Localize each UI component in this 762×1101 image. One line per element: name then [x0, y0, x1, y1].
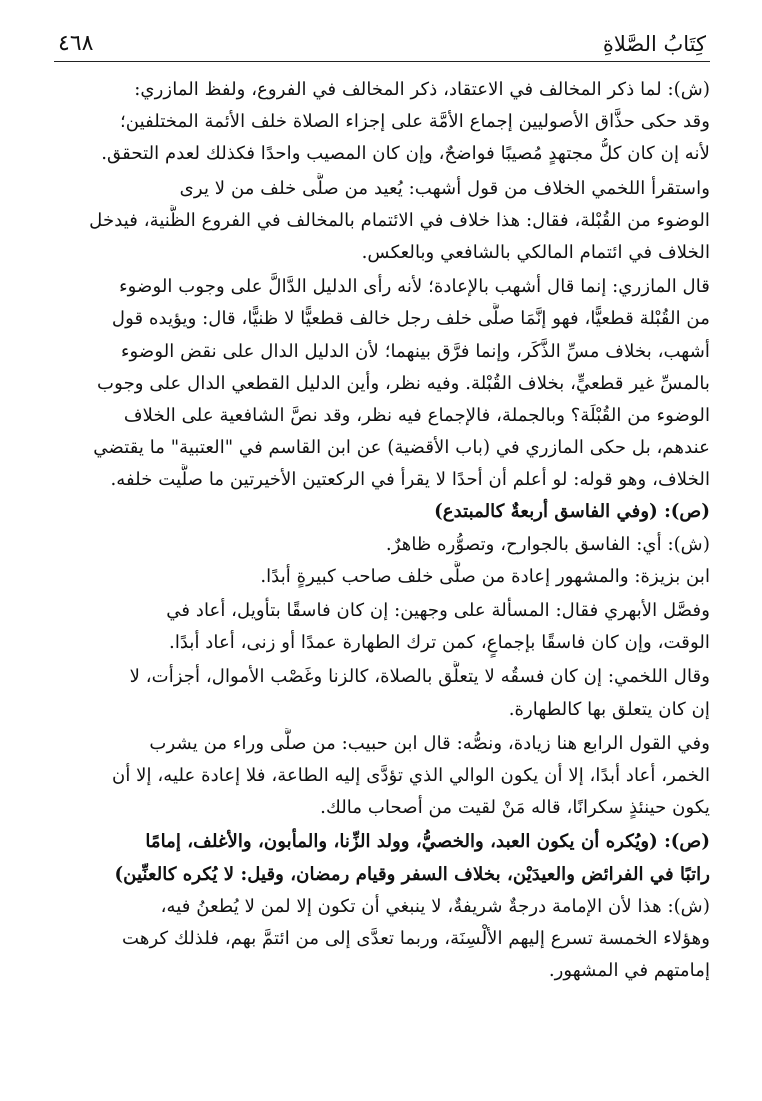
text-line: يكون حينئذٍ سكرانًا، قاله مَنْ لقيت من أصحاب مالك.: [320, 797, 710, 819]
text-line: واستقرأ اللخمي الخلاف من قول أشهب: يُعيد من صلَّى خلف من لا يرى: [179, 177, 710, 199]
text-line: عندهم، بل حكى المازري في (باب الأقضية) عن ابن القاسم في "العتبية" ما يقتضي: [93, 437, 710, 459]
page-header: [54, 28, 710, 62]
text-line: وفصَّل الأبهري فقال: المسألة على وجهين: إن كان فاسقًا بتأويل، أعاد في: [166, 600, 710, 621]
text-line: وفي القول الرابع هنا زيادة، ونصُّه: قال ابن حبيب: من صلَّى وراء من يشرب: [149, 732, 710, 754]
text-line: الوضوء من القُبْلَة؟ وبالجملة، فالإجماع فيه نظر، وقد نصَّ الشافعية على الخلاف: [123, 404, 710, 426]
text-line: أشهب، بخلاف مسِّ الذَّكَر، وإنما فرَّق بينهما؛ لأن الدليل الدال على نقض الوضوء: [120, 340, 710, 362]
matn-line: (ص): (ويُكره أن يكون العبد، والخصيُّ، وولد الزِّنا، والمأبون، والأغلف، إمامًا: [145, 831, 710, 853]
text-line: إن كان يتعلق بها كالطهارة.: [508, 698, 710, 720]
text-line: الخلاف، وهو قوله: لو أعلم أن أحدًا لا يقرأ في الركعتين الأخيرتين ما صلَّيت خلفه.: [110, 469, 710, 491]
text-line: من القُبْلة قطعيًّا، فهو إنَّمَا صلَّى خلف رجل خالف قطعيًّا لا ظنيًّا، قال: ويؤيده قول: [111, 308, 710, 330]
text-line: (ش): هذا لأن الإمامة درجةٌ شريفةٌ، لا ينبغي أن تكون إلا لمن لا يُطعنُ فيه،: [160, 895, 710, 917]
matn-line: (ص): (وفي الفاسق أربعةٌ كالمبتدع): [434, 501, 710, 523]
text-line: وقال اللخمي: إن كان فسقُه لا يتعلَّق بالصلاة، كالزنا وغَصْب الأموال، أجزأت، لا: [129, 666, 710, 688]
page-number: ٤٦٨: [58, 31, 94, 56]
text-line: الخلاف في ائتمام المالكي بالشافعي وبالعكس.: [361, 241, 710, 263]
text-line: الوضوء من القُبْلة، فقال: هذا خلاف في الائتمام بالمخالف في الفروع الظَّنية، فيدخل: [89, 209, 710, 231]
text-line: الخمر، أعاد أبدًا، إلا أن يكون الوالي الذي تؤدَّى إليه الطاعة، فلا إعادة عليه، إلا أن: [111, 764, 710, 786]
text-line: وقد حكى حذَّاق الأصوليين إجماع الأمَّة على إجزاء الصلاة خلف الأئمة المختلفين؛: [119, 111, 710, 133]
text-line: (ش): أي: الفاسق بالجوارح، وتصوُّره ظاهرٌ.: [385, 533, 710, 555]
text-line: ابن بزيزة: والمشهور إعادة من صلَّى خلف صاحب كبيرةٍ أبدًا.: [260, 565, 710, 587]
text-line: الوقت، وإن كان فاسقًا بإجماعٍ، كمن ترك الطهارة عمدًا أو زنى، أعاد أبدًا.: [169, 632, 710, 654]
text-line: وهؤلاء الخمسة تسرع إليهم الألْسِنَة، وربما تعدَّى إلى من ائتمَّ بهم، فلذلك كرهت: [122, 927, 710, 949]
header-rule: [54, 61, 710, 62]
page-body: [60, 74, 710, 987]
text-line: (ش): لما ذكر المخالف في الاعتقاد، ذكر المخالف في الفروع، ولفظ المازري:: [134, 79, 710, 100]
running-title: كِتَابُ الصَّلاةِ: [602, 32, 706, 56]
text-line: إمامتهم في المشهور.: [548, 960, 710, 982]
matn-line: راتبًا في الفرائض والعيدَيْن، بخلاف السفر وقيام رمضان، وقيل: لا يُكره كالعنِّين): [114, 863, 710, 885]
text-line: قال المازري: إنما قال أشهب بالإعادة؛ لأنه رأى الدليل الدَّالَّ على وجوب الوضوء: [119, 276, 710, 298]
text-line: بالمسِّ غير قطعيٍّ، بخلاف القُبْلة. وفيه نظر، وأين الدليل القطعي الدال على وجوب: [97, 372, 710, 394]
text-line: لأنه إن كان كلُّ مجتهدٍ مُصيبًا فواضحٌ، وإن كان المصيب واحدًا فكذلك لعدم التحقق.: [101, 143, 710, 165]
